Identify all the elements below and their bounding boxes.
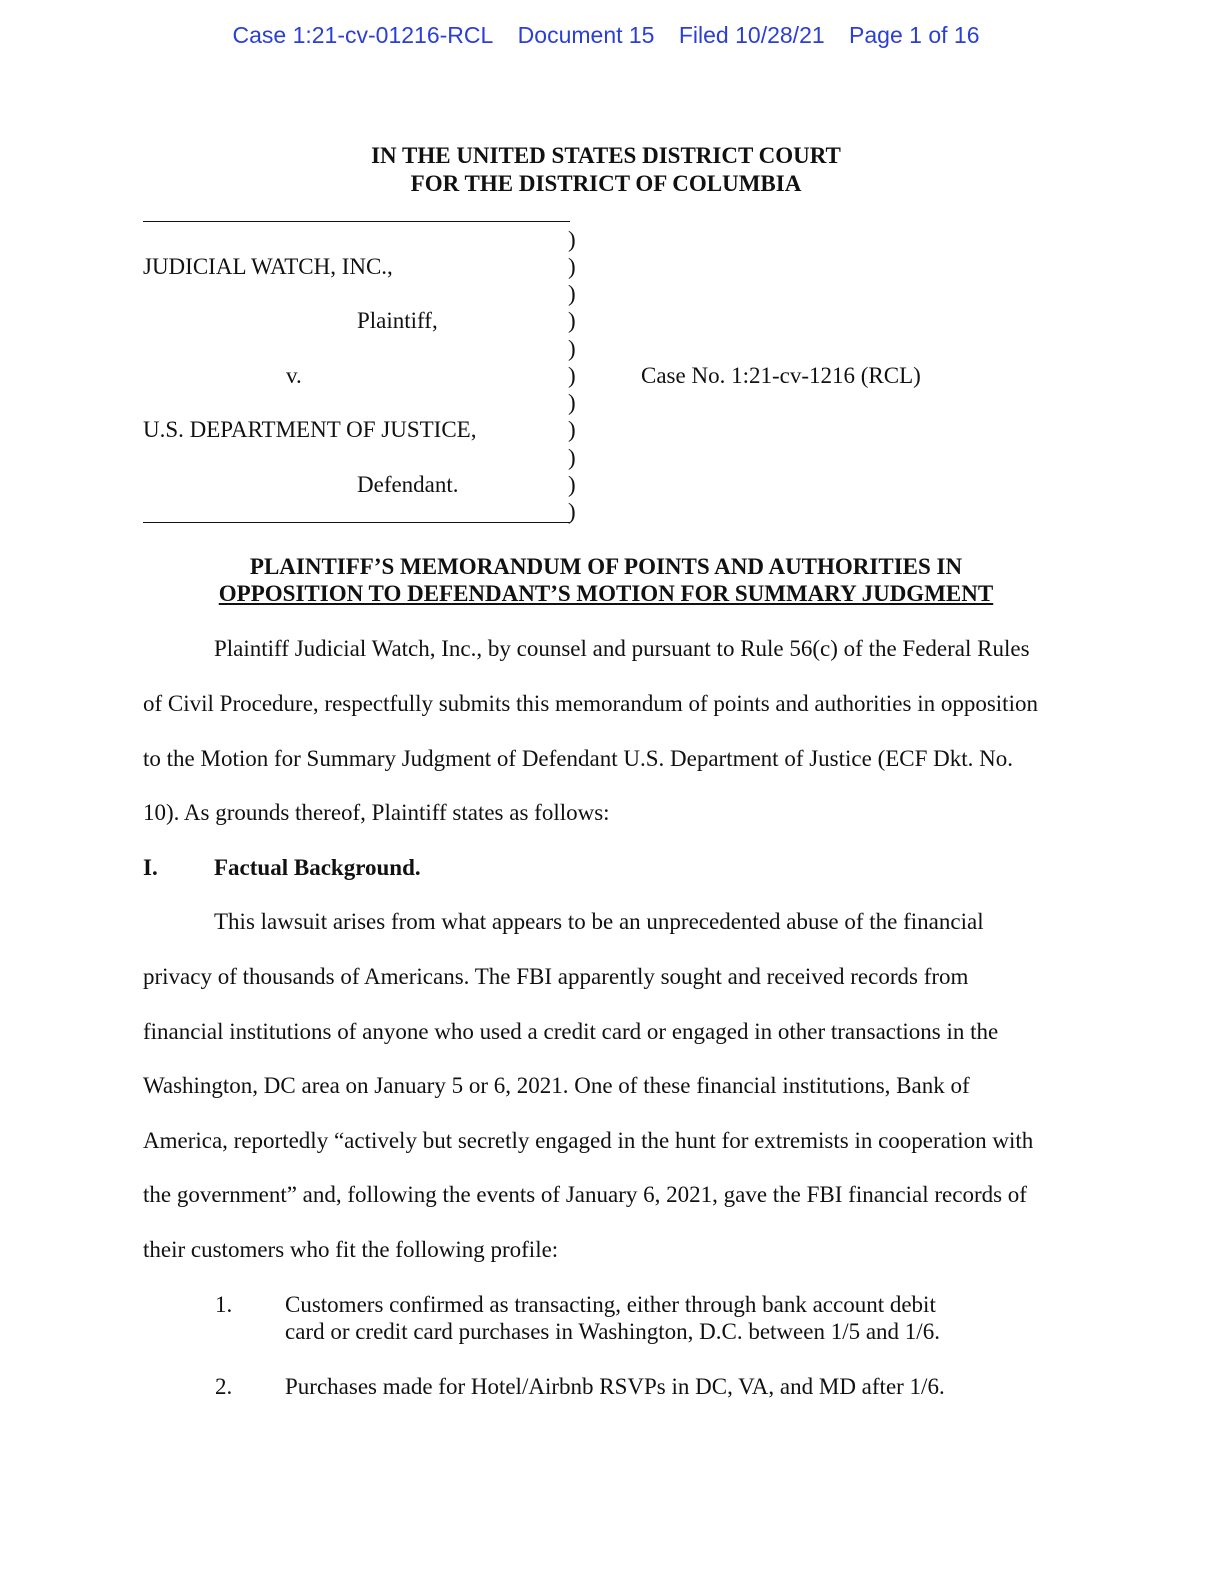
defendant-role: Defendant. [357, 472, 459, 497]
plaintiff-role: Plaintiff, [357, 308, 438, 333]
list-item-text: card or credit card purchases in Washington, D.C. between 1/5 and 1/6. [285, 1319, 940, 1344]
list-item-text: Purchases made for Hotel/Airbnb RSVPs in DC, VA, and MD after 1/6. [285, 1374, 945, 1399]
ecf-filing-header [0, 22, 1212, 49]
ecf-document-number: Document 15 [517, 22, 655, 48]
case-number: Case No. 1:21-cv-1216 (RCL) [641, 363, 921, 388]
intro-paragraph-line: Plaintiff Judicial Watch, Inc., by counsel and pursuant to Rule 56(c) of the Federal Rules [214, 636, 1030, 661]
caption-paren: ) [568, 417, 576, 442]
caption-paren: ) [568, 390, 576, 415]
ecf-case-number: Case 1:21-cv-01216-RCL [232, 22, 494, 48]
plaintiff-name: JUDICIAL WATCH, INC., [143, 254, 393, 279]
list-item-text: Customers confirmed as transacting, either through bank account debit [285, 1292, 936, 1317]
intro-paragraph-line: 10). As grounds thereof, Plaintiff states as follows: [143, 800, 610, 825]
caption-paren: ) [568, 472, 576, 497]
intro-paragraph-line: to the Motion for Summary Judgment of Defendant U.S. Department of Justice (ECF Dkt. No. [143, 746, 1014, 771]
caption-paren: ) [568, 281, 576, 306]
background-paragraph-line: America, reportedly “actively but secretly engaged in the hunt for extremists in cooperation with [143, 1128, 1034, 1153]
background-paragraph-line: financial institutions of anyone who used a credit card or engaged in other transactions in the [143, 1019, 999, 1044]
ecf-filed-date: Filed 10/28/21 [678, 22, 825, 48]
caption-paren: ) [568, 308, 576, 333]
defendant-name: U.S. DEPARTMENT OF JUSTICE, [143, 417, 477, 442]
caption-paren: ) [568, 499, 576, 524]
section-number: I. [143, 855, 158, 880]
memorandum-title-line-2: OPPOSITION TO DEFENDANT’S MOTION FOR SUMMARY JUDGMENT [218, 581, 994, 606]
caption-paren: ) [568, 227, 576, 252]
memorandum-title-line-1: PLAINTIFF’S MEMORANDUM OF POINTS AND AUTHORITIES IN [249, 554, 963, 579]
caption-bottom-rule [143, 522, 570, 523]
caption-paren: ) [568, 363, 576, 388]
caption-paren: ) [568, 336, 576, 361]
court-name-line-2: FOR THE DISTRICT OF COLUMBIA [410, 171, 802, 196]
caption-paren: ) [568, 254, 576, 279]
court-name-line-1: IN THE UNITED STATES DISTRICT COURT [371, 143, 841, 168]
background-paragraph-line: privacy of thousands of Americans. The FBI apparently sought and received records from [143, 964, 969, 989]
background-paragraph-line: their customers who fit the following profile: [143, 1237, 559, 1262]
list-item-number: 1. [215, 1292, 233, 1317]
caption-paren: ) [568, 445, 576, 470]
ecf-page-count: Page 1 of 16 [849, 22, 980, 48]
caption-top-rule [143, 221, 570, 222]
background-paragraph-line: the government” and, following the events of January 6, 2021, gave the FBI financial records of [143, 1182, 1027, 1207]
list-item-number: 2. [215, 1374, 233, 1399]
intro-paragraph-line: of Civil Procedure, respectfully submits this memorandum of points and authorities in opposition [143, 691, 1038, 716]
background-paragraph-line: This lawsuit arises from what appears to be an unprecedented abuse of the financial [214, 909, 984, 934]
versus-label: v. [286, 363, 302, 388]
background-paragraph-line: Washington, DC area on January 5 or 6, 2021. One of these financial institutions, Bank of [143, 1073, 970, 1098]
section-title: Factual Background. [214, 855, 421, 880]
